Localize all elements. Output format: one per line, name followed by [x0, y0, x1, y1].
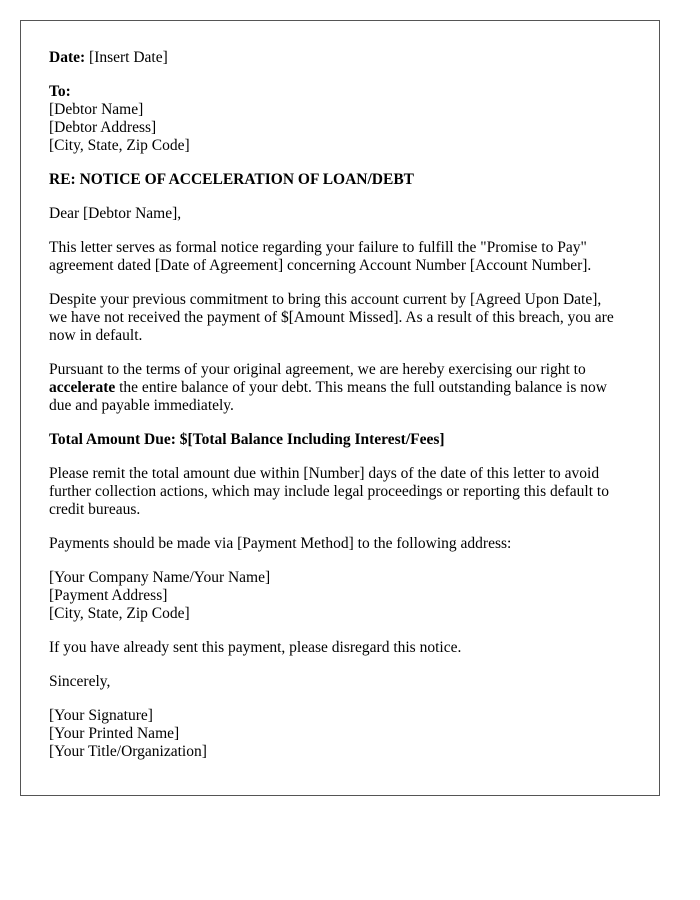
- paragraph-acceleration: [49, 361, 631, 415]
- paragraph-acceleration-line: Pursuant to the terms of your original agreement, we are hereby exercising our right to: [49, 361, 586, 378]
- accelerate-emphasis: accelerate: [49, 379, 116, 396]
- paragraph-remit-line: further collection actions, which may include legal proceedings or reporting this default to: [49, 483, 609, 500]
- paragraph-acceleration-line: [49, 379, 631, 397]
- paragraph-remit: [49, 465, 631, 519]
- payment-address: [Payment Address]: [49, 587, 168, 604]
- date-label: Date:: [49, 49, 86, 66]
- paragraph-remit-line: Please remit the total amount due within [Number] days of the date of this letter to avoid: [49, 465, 600, 482]
- paragraph-default-line: Despite your previous commitment to bring this account current by [Agreed Upon Date],: [49, 291, 602, 308]
- paragraph-notice: [49, 239, 631, 275]
- recipient-name: [Debtor Name]: [49, 101, 144, 118]
- recipient-label: To:: [49, 83, 71, 100]
- paragraph-acceleration-line: due and payable immediately.: [49, 397, 234, 414]
- paragraph-disregard: If you have already sent this payment, please disregard this notice.: [49, 639, 462, 656]
- salutation: Dear [Debtor Name],: [49, 205, 182, 222]
- letter-document: [20, 20, 660, 796]
- paragraph-notice-line: agreement dated [Date of Agreement] concerning Account Number [Account Number].: [49, 257, 592, 274]
- paragraph-notice-line: This letter serves as formal notice regarding your failure to fulfill the "Promise to Pay": [49, 239, 587, 256]
- paragraph-remit-line: credit bureaus.: [49, 501, 141, 518]
- paragraph-default-line: we have not received the payment of $[Amount Missed]. As a result of this breach, you are: [49, 309, 614, 326]
- closing: Sincerely,: [49, 673, 111, 690]
- date-value: [Insert Date]: [89, 49, 168, 66]
- recipient-city: [City, State, Zip Code]: [49, 137, 190, 154]
- printed-name: [Your Printed Name]: [49, 725, 180, 742]
- payment-city: [City, State, Zip Code]: [49, 605, 190, 622]
- signature-line: [Your Signature]: [49, 707, 153, 724]
- signature-block: [49, 707, 631, 761]
- payment-address-block: [49, 569, 631, 623]
- payment-company: [Your Company Name/Your Name]: [49, 569, 271, 586]
- paragraph-default-line: now in default.: [49, 327, 143, 344]
- total-amount-due: Total Amount Due: $[Total Balance Including Interest/Fees]: [49, 431, 445, 448]
- recipient-address: [Debtor Address]: [49, 119, 157, 136]
- subject-line: RE: NOTICE OF ACCELERATION OF LOAN/DEBT: [49, 171, 415, 188]
- paragraph-payment-method: Payments should be made via [Payment Method] to the following address:: [49, 535, 512, 552]
- date-line: [49, 49, 631, 67]
- paragraph-acceleration-text: the entire balance of your debt. This means the full outstanding balance is now: [115, 379, 607, 396]
- paragraph-default: [49, 291, 631, 345]
- title-organization: [Your Title/Organization]: [49, 743, 207, 760]
- recipient-block: [49, 83, 631, 155]
